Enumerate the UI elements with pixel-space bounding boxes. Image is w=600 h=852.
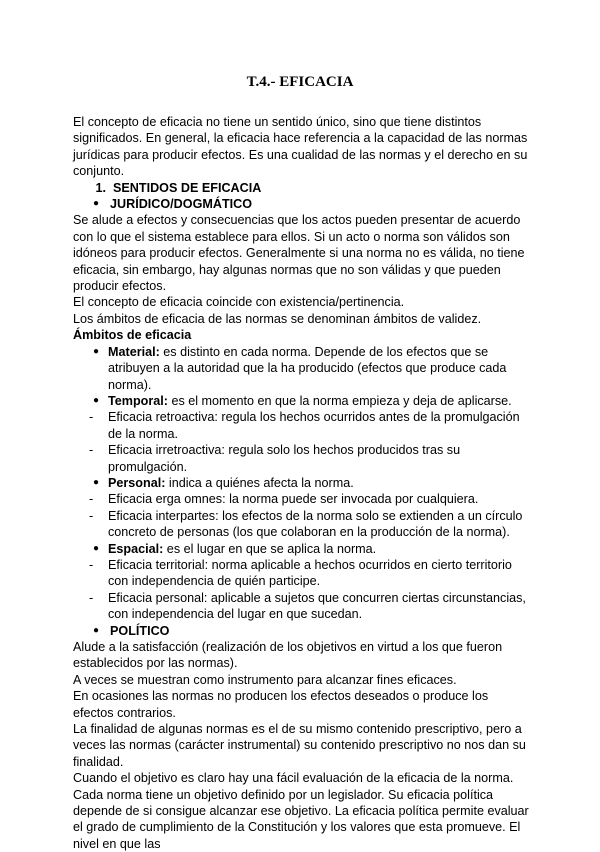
bullet-icon: ● bbox=[92, 394, 99, 406]
politico-paragraph: La finalidad de algunas normas es el de su mismo contenido prescriptivo, pero a veces las normas (carácter instrumental) su contenido prescriptivo no nos dan su finalidad. bbox=[73, 722, 526, 769]
list-item bbox=[73, 491, 531, 507]
juridico-paragraph: El concepto de eficacia coincide con existencia/pertinencia. bbox=[73, 295, 405, 310]
list-item-text: Eficacia territorial: norma aplicable a hechos ocurridos en cierto territorio con independencia de quién participe. bbox=[108, 557, 512, 589]
ambito-text: indica a quiénes afecta la norma. bbox=[165, 475, 354, 490]
intro-paragraph: El concepto de eficacia no tiene un sentido único, sino que tiene distintos significados. En general, la eficacia hace referencia a la capacidad de las normas jurídicas para producir efectos. Es una cualidad de las normas y el derecho en su conjunto. bbox=[73, 115, 528, 179]
subsection-politico bbox=[73, 623, 531, 639]
ambito-espacial bbox=[73, 541, 531, 557]
list-item bbox=[73, 409, 531, 442]
politico-paragraph: Cada norma tiene un objetivo definido por un legislador. Su eficacia política depende de si consigue alcanzar ese objetivo. La eficacia política permite evaluar el grado de cumplimiento de la Constitución y los valores que esta promueve. El nivel en que las bbox=[73, 787, 529, 851]
section-heading-sentidos bbox=[73, 180, 531, 196]
politico-paragraph: A veces se muestran como instrumento para alcanzar fines eficaces. bbox=[73, 672, 457, 687]
bullet-icon: ● bbox=[92, 345, 99, 357]
ambito-text: es el lugar en que se aplica la norma. bbox=[163, 541, 377, 556]
dash-marker: - bbox=[89, 492, 94, 507]
list-item-text: Eficacia erga omnes: la norma puede ser invocada por cualquiera. bbox=[108, 492, 479, 507]
ambito-text: es distinto en cada norma. Depende de los efectos que se atribuyen a la autoridad que la ha producido (efectos que produce cada norma). bbox=[108, 344, 507, 392]
ambito-material bbox=[73, 344, 531, 393]
list-item bbox=[73, 442, 531, 475]
bullet-icon: ● bbox=[92, 476, 99, 488]
politico-paragraph: En ocasiones las normas no producen los efectos deseados o produce los efectos contrarios. bbox=[73, 689, 489, 720]
list-item-text: Eficacia personal: aplicable a sujetos que concurren ciertas circunstancias, con independencia del lugar en que sucedan. bbox=[108, 590, 526, 622]
subsection-juridico bbox=[73, 196, 531, 212]
list-item-text: Eficacia interpartes: los efectos de la norma solo se extienden a un círculo concreto de personas (los que colaboran en la producción de la norma). bbox=[108, 508, 523, 540]
ambito-term: Temporal: bbox=[108, 393, 168, 408]
politico-paragraph: Cuando el objetivo es claro hay una fácil evaluación de la eficacia de la norma. bbox=[73, 771, 514, 786]
ambito-personal bbox=[73, 475, 531, 491]
list-item bbox=[73, 508, 531, 541]
ambito-temporal bbox=[73, 393, 531, 409]
politico-paragraph: Alude a la satisfacción (realización de los objetivos en virtud a los que fueron establecidos por las normas). bbox=[73, 640, 503, 671]
bullet-icon: ● bbox=[92, 542, 99, 554]
list-item-text: Eficacia irretroactiva: regula solo los hechos producidos tras su promulgación. bbox=[108, 443, 461, 474]
dash-marker: - bbox=[89, 590, 94, 605]
section-label: SENTIDOS DE EFICACIA bbox=[113, 180, 262, 195]
dash-marker: - bbox=[89, 410, 94, 425]
ambito-text: es el momento en que la norma empieza y deja de aplicarse. bbox=[167, 393, 512, 408]
list-item-text: Eficacia retroactiva: regula los hechos ocurridos antes de la promulgación de la norma. bbox=[108, 410, 520, 441]
dash-marker: - bbox=[89, 557, 94, 572]
list-item bbox=[73, 590, 531, 623]
bullet-icon: ● bbox=[92, 198, 99, 210]
juridico-paragraph: Los ámbitos de eficacia de las normas se denominan ámbitos de validez. bbox=[73, 311, 482, 326]
ambitos-heading: Ámbitos de eficacia bbox=[73, 328, 192, 343]
document-body bbox=[73, 114, 531, 852]
ambito-term: Espacial: bbox=[108, 541, 164, 556]
dash-marker: - bbox=[89, 508, 94, 523]
ambito-term: Personal: bbox=[108, 475, 166, 490]
dash-marker: - bbox=[89, 443, 94, 458]
bullet-icon: ● bbox=[92, 624, 99, 636]
page-title: T.4.- EFICACIA bbox=[246, 74, 354, 90]
ambito-term: Material: bbox=[108, 344, 160, 359]
juridico-paragraph: Se alude a efectos y consecuencias que los actos pueden presentar de acuerdo con lo que el sistema establece para ellos. Si un acto o norma son válidos son idóneos para producir efectos. Generalmente si una norma no es válida, no tiene eficacia, sin embargo, hay algunas normas que no son válidas y que pueden producir efectos. bbox=[73, 213, 525, 294]
subsection-label: JURÍDICO/DOGMÁTICO bbox=[110, 197, 253, 212]
list-item bbox=[73, 557, 531, 590]
section-number: 1. bbox=[95, 180, 106, 195]
subsection-label: POLÍTICO bbox=[110, 623, 170, 638]
